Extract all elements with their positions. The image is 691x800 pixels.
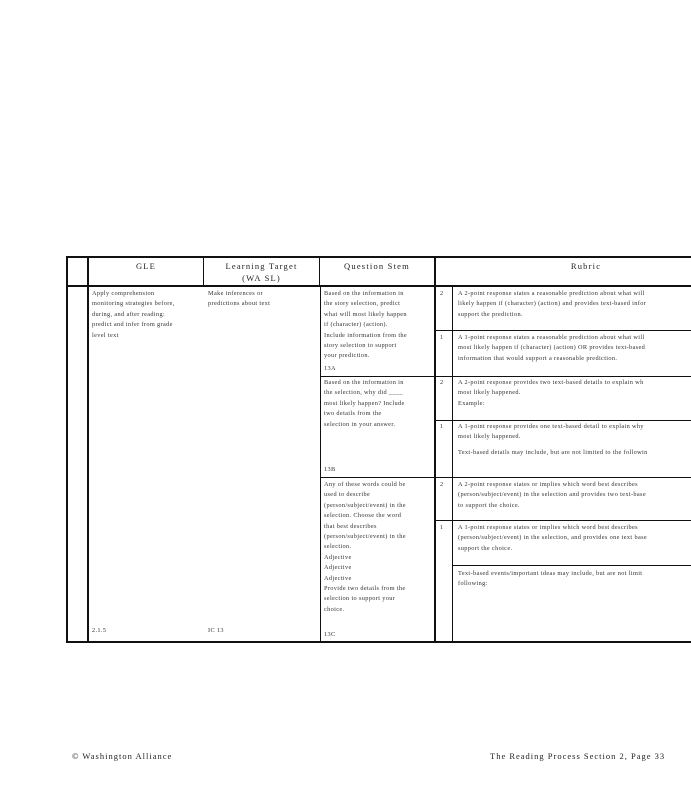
row-divider — [434, 376, 691, 377]
gle-code: 2.1.5 — [92, 627, 107, 634]
target-code: IC 13 — [208, 627, 224, 634]
score-13b-2: 2 — [440, 379, 444, 386]
row-divider — [320, 477, 436, 478]
col-divider — [434, 256, 436, 643]
question-13c-id: 13C — [324, 631, 336, 638]
question-13b-id: 13B — [324, 466, 336, 473]
row-divider — [452, 565, 691, 566]
question-13c-stem: Any of these words could be used to describe (person/subject/event) in the selection. Choose the word that best describes (person/subject/event) in the selection. Adjective Adjective Adjective Provide two details from the selection to support your choice. — [324, 481, 406, 613]
header-question-stem: Question Stem — [344, 261, 410, 271]
row-divider — [434, 420, 691, 421]
rubric-13a-1: A 1-point response states a reasonable prediction about what will most likely happen if (character) (action) OR provides text-based information that would support a reasonable prediction. — [458, 334, 646, 362]
footer-copyright: © Washington Alliance — [72, 751, 173, 761]
question-13a-id: 13A — [324, 365, 336, 372]
header-learning-target: Learning Target (WA SL) — [225, 261, 298, 283]
col-divider — [87, 256, 89, 643]
row-divider — [320, 376, 436, 377]
rubric-13a-2: A 2-point response states a reasonable prediction about what will likely happen if (character) (action) and provides text-based infor support the prediction. — [458, 290, 647, 318]
score-13a-1: 1 — [440, 334, 444, 341]
rubric-13b-note: Text-based details may include, but are not limited to the followin — [458, 449, 648, 456]
header-rubric: Rubric — [570, 261, 602, 271]
score-13a-2: 2 — [440, 290, 444, 297]
question-13b-stem: Based on the information in the selection, why did ____ most likely happen? Include two details from the selection in your answer. — [324, 379, 405, 428]
rubric-13c-1: A 1-point response states or implies which word best describes (person/subject/event) in the selection, and provides one text base support the choice. — [458, 524, 648, 552]
rubric-13c-2: A 2-point response states or implies which word best describes (person/subject/event) in the selection and provides two text-base to support the choice. — [458, 481, 646, 509]
score-13c-1: 1 — [440, 524, 444, 531]
col-divider — [452, 287, 453, 643]
score-13b-1: 1 — [440, 423, 444, 430]
rubric-13b-1: A 1-point response provides one text-based detail to explain why most likely happened. — [458, 423, 644, 441]
footer-page-number: The Reading Process Section 2, Page 33 — [490, 751, 666, 761]
row-divider — [434, 477, 691, 478]
row-divider — [434, 520, 691, 521]
question-13a-stem: Based on the information in the story selection, predict what will most likely happen if (character) (action). Include information from the story selection to support your prediction. — [324, 290, 408, 360]
col-divider — [320, 287, 321, 643]
gle-description: Apply comprehension monitoring strategies before, during, and after reading: predict and infer from grade level text — [92, 290, 175, 339]
row-divider — [434, 330, 691, 331]
rubric-13b-2: A 2-point response provides two text-based details to explain wh most likely happened. Example: — [458, 379, 644, 407]
header-divider — [66, 285, 691, 287]
rubric-13c-note: Text-based events/important ideas may include, but are not limit following: — [458, 570, 643, 588]
header-gle: GLE — [135, 261, 157, 271]
target-description: Make inferences or predictions about text — [208, 290, 271, 308]
score-13c-2: 2 — [440, 481, 444, 488]
